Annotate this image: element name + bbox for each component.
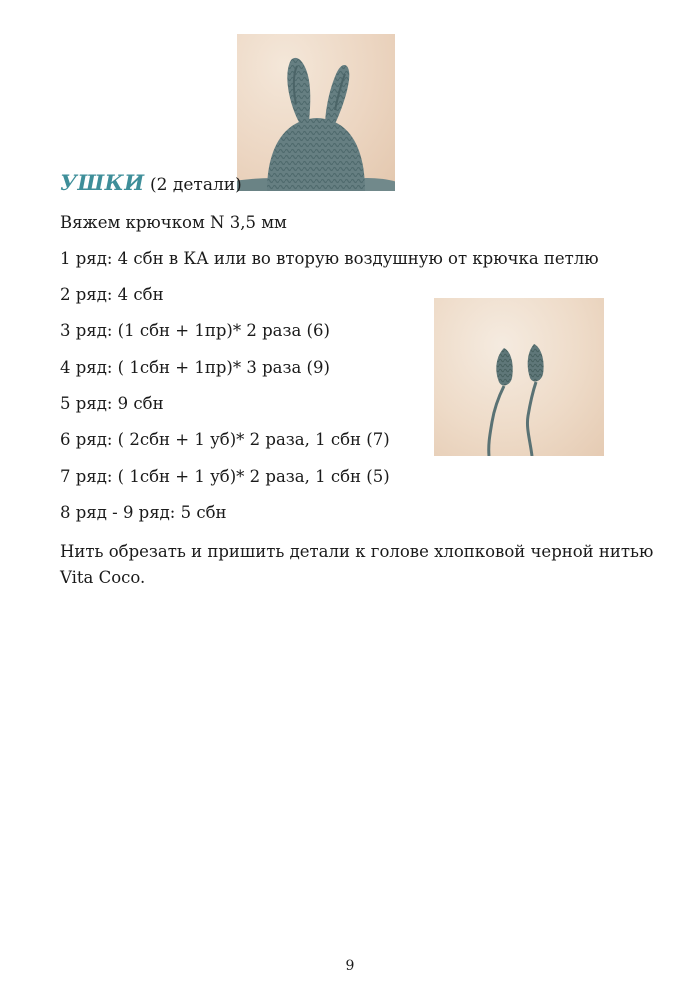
page-number: 9	[345, 958, 355, 974]
section-title: УШКИ	[60, 170, 145, 195]
instruction-line: 7 ряд: ( 1сбн + 1 уб)* 2 раза, 1 сбн (5)	[60, 467, 390, 486]
instruction-line: 4 ряд: ( 1сбн + 1пр)* 3 раза (9)	[60, 358, 330, 377]
ears-on-head-photo	[237, 34, 395, 191]
ears-detached-photo	[434, 298, 604, 456]
instruction-line: 5 ряд: 9 сбн	[60, 394, 164, 413]
section-subtitle: (2 детали)	[150, 175, 242, 195]
instruction-line: 2 ряд: 4 сбн	[60, 285, 164, 304]
section-heading	[60, 168, 242, 200]
instruction-line: 6 ряд: ( 2сбн + 1 уб)* 2 раза, 1 сбн (7)	[60, 430, 390, 449]
instruction-line: 1 ряд: 4 сбн в КА или во вторую воздушную от крючка петлю	[60, 249, 599, 268]
instruction-line: Вяжем крючком N 3,5 мм	[60, 213, 287, 232]
finishing-instructions: Нить обрезать и пришить детали к голове хлопковой черной нитью Vita Coco.	[60, 542, 654, 587]
instruction-line: 8 ряд - 9 ряд: 5 сбн	[60, 503, 227, 522]
instruction-line: 3 ряд: (1 сбн + 1пр)* 2 раза (6)	[60, 321, 330, 340]
